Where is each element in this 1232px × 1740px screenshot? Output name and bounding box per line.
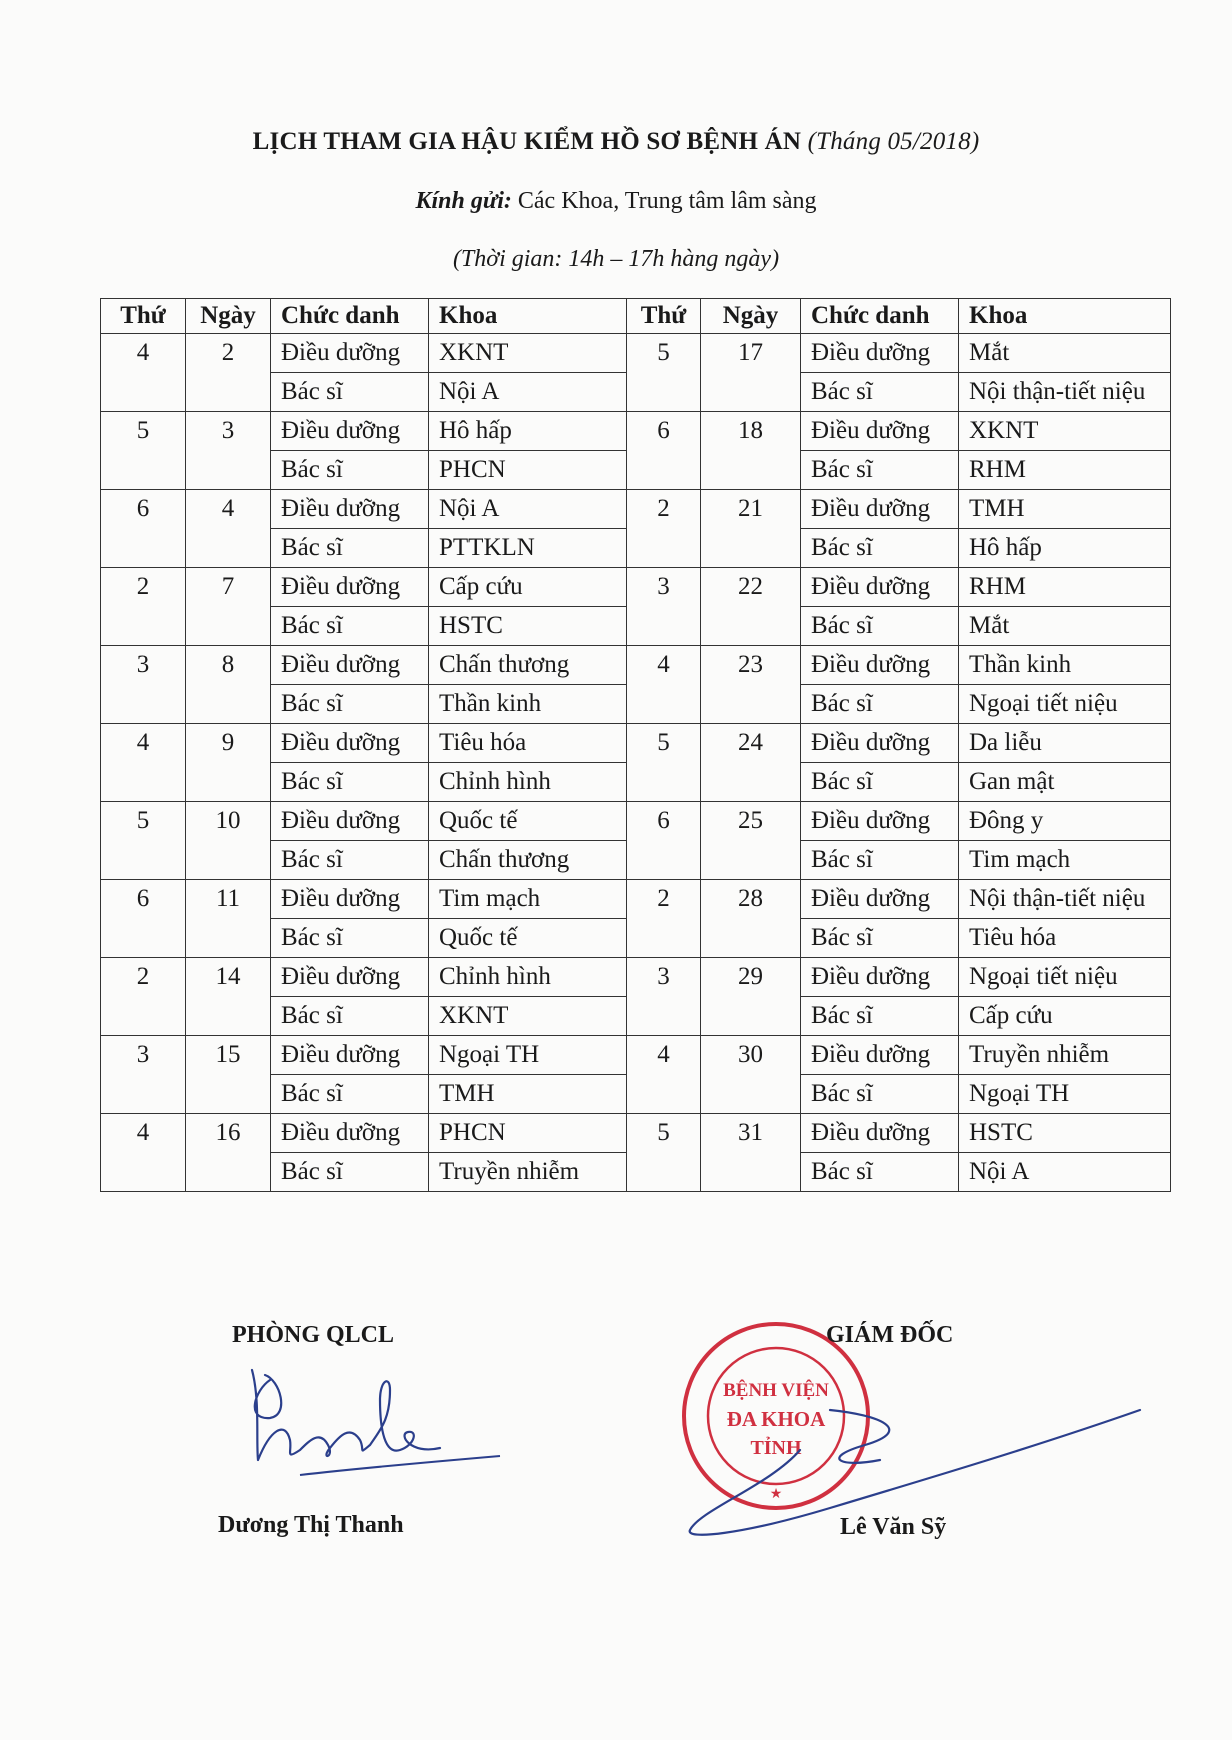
cell-khoa: Nội thận-tiết niệu xyxy=(959,373,1171,412)
cell-khoa: Quốc tế xyxy=(429,802,627,841)
document-title xyxy=(0,128,1232,156)
cell-khoa: Ngoại TH xyxy=(429,1036,627,1075)
cell-role: Bác sĩ xyxy=(801,1075,959,1114)
cell-ngay: 15 xyxy=(186,1036,271,1114)
cell-ngay: 8 xyxy=(186,646,271,724)
cell-khoa: Hô hấp xyxy=(959,529,1171,568)
cell-khoa: HSTC xyxy=(959,1114,1171,1153)
cell-khoa: Tiêu hóa xyxy=(429,724,627,763)
cell-thu: 5 xyxy=(101,412,186,490)
recipient-line xyxy=(0,188,1232,215)
cell-ngay: 18 xyxy=(701,412,801,490)
cell-khoa: RHM xyxy=(959,451,1171,490)
cell-khoa: Nội A xyxy=(959,1153,1171,1192)
table-row xyxy=(101,802,1171,841)
cell-thu: 3 xyxy=(627,958,701,1036)
recipient-label: Kính gửi: xyxy=(415,188,512,214)
cell-thu: 6 xyxy=(101,880,186,958)
cell-role: Bác sĩ xyxy=(801,1153,959,1192)
cell-thu: 2 xyxy=(101,568,186,646)
cell-khoa: Chấn thương xyxy=(429,646,627,685)
cell-ngay: 9 xyxy=(186,724,271,802)
cell-role: Điều dưỡng xyxy=(271,880,429,919)
cell-ngay: 21 xyxy=(701,490,801,568)
cell-role: Điều dưỡng xyxy=(801,1036,959,1075)
cell-role: Điều dưỡng xyxy=(801,568,959,607)
cell-role: Điều dưỡng xyxy=(801,412,959,451)
cell-role: Bác sĩ xyxy=(271,607,429,646)
cell-khoa: Tim mạch xyxy=(959,841,1171,880)
cell-role: Điều dưỡng xyxy=(271,724,429,763)
cell-thu: 4 xyxy=(101,724,186,802)
cell-khoa: Ngoại tiết niệu xyxy=(959,958,1171,997)
cell-thu: 5 xyxy=(627,1114,701,1192)
cell-ngay: 11 xyxy=(186,880,271,958)
cell-ngay: 31 xyxy=(701,1114,801,1192)
handwritten-signature-left xyxy=(240,1360,510,1480)
cell-role: Điều dưỡng xyxy=(271,802,429,841)
cell-khoa: PHCN xyxy=(429,451,627,490)
cell-ngay: 16 xyxy=(186,1114,271,1192)
cell-khoa: Đông y xyxy=(959,802,1171,841)
cell-ngay: 17 xyxy=(701,334,801,412)
cell-thu: 6 xyxy=(627,412,701,490)
cell-thu: 2 xyxy=(101,958,186,1036)
seal-line-1: BỆNH VIỆN xyxy=(723,1380,829,1401)
cell-khoa: Nội A xyxy=(429,373,627,412)
cell-role: Bác sĩ xyxy=(801,373,959,412)
cell-role: Bác sĩ xyxy=(801,607,959,646)
table-row xyxy=(101,646,1171,685)
recipient-value: Các Khoa, Trung tâm lâm sàng xyxy=(517,188,817,214)
cell-role: Bác sĩ xyxy=(271,529,429,568)
cell-ngay: 2 xyxy=(186,334,271,412)
cell-role: Điều dưỡng xyxy=(801,880,959,919)
cell-role: Điều dưỡng xyxy=(801,958,959,997)
cell-khoa: XKNT xyxy=(959,412,1171,451)
header-chuc-danh: Chức danh xyxy=(801,299,959,334)
seal-line-3: TỈNH xyxy=(750,1437,802,1459)
cell-khoa: PHCN xyxy=(429,1114,627,1153)
table-row xyxy=(101,490,1171,529)
left-signature-title: PHÒNG QLCL xyxy=(232,1322,395,1348)
cell-thu: 4 xyxy=(101,1114,186,1192)
cell-role: Bác sĩ xyxy=(271,1075,429,1114)
cell-khoa: HSTC xyxy=(429,607,627,646)
cell-thu: 5 xyxy=(101,802,186,880)
cell-khoa: Thần kinh xyxy=(959,646,1171,685)
cell-khoa: Quốc tế xyxy=(429,919,627,958)
cell-role: Bác sĩ xyxy=(271,373,429,412)
header-ngay: Ngày xyxy=(186,299,271,334)
header-khoa: Khoa xyxy=(429,299,627,334)
cell-thu: 6 xyxy=(627,802,701,880)
cell-role: Bác sĩ xyxy=(271,997,429,1036)
header-thu: Thứ xyxy=(101,299,186,334)
cell-khoa: TMH xyxy=(959,490,1171,529)
right-signature-title: GIÁM ĐỐC xyxy=(826,1322,954,1348)
cell-khoa: Cấp cứu xyxy=(959,997,1171,1036)
cell-khoa: Truyền nhiễm xyxy=(429,1153,627,1192)
cell-ngay: 7 xyxy=(186,568,271,646)
cell-khoa: Chấn thương xyxy=(429,841,627,880)
cell-khoa: RHM xyxy=(959,568,1171,607)
cell-ngay: 29 xyxy=(701,958,801,1036)
seal-line-2: ĐA KHOA xyxy=(726,1407,826,1431)
cell-khoa: TMH xyxy=(429,1075,627,1114)
cell-role: Điều dưỡng xyxy=(271,490,429,529)
cell-role: Bác sĩ xyxy=(801,529,959,568)
table-row xyxy=(101,1036,1171,1075)
cell-ngay: 28 xyxy=(701,880,801,958)
cell-role: Bác sĩ xyxy=(271,451,429,490)
cell-khoa: Ngoại tiết niệu xyxy=(959,685,1171,724)
cell-thu: 3 xyxy=(101,646,186,724)
cell-khoa: Da liễu xyxy=(959,724,1171,763)
table-row xyxy=(101,412,1171,451)
cell-khoa: XKNT xyxy=(429,334,627,373)
cell-thu: 5 xyxy=(627,724,701,802)
cell-role: Bác sĩ xyxy=(271,919,429,958)
cell-ngay: 22 xyxy=(701,568,801,646)
cell-khoa: Nội A xyxy=(429,490,627,529)
cell-role: Bác sĩ xyxy=(271,763,429,802)
table-row xyxy=(101,334,1171,373)
cell-role: Điều dưỡng xyxy=(801,802,959,841)
cell-ngay: 4 xyxy=(186,490,271,568)
cell-ngay: 23 xyxy=(701,646,801,724)
cell-ngay: 24 xyxy=(701,724,801,802)
cell-ngay: 14 xyxy=(186,958,271,1036)
cell-role: Bác sĩ xyxy=(801,685,959,724)
cell-thu: 6 xyxy=(101,490,186,568)
table-row xyxy=(101,880,1171,919)
cell-role: Điều dưỡng xyxy=(801,1114,959,1153)
cell-role: Bác sĩ xyxy=(271,685,429,724)
cell-thu: 2 xyxy=(627,490,701,568)
cell-khoa: Cấp cứu xyxy=(429,568,627,607)
cell-thu: 4 xyxy=(101,334,186,412)
cell-khoa: Truyền nhiễm xyxy=(959,1036,1171,1075)
cell-thu: 4 xyxy=(627,646,701,724)
cell-role: Điều dưỡng xyxy=(801,724,959,763)
cell-role: Bác sĩ xyxy=(801,997,959,1036)
cell-khoa: Gan mật xyxy=(959,763,1171,802)
header-khoa: Khoa xyxy=(959,299,1171,334)
cell-role: Bác sĩ xyxy=(801,919,959,958)
cell-role: Bác sĩ xyxy=(801,841,959,880)
table-row xyxy=(101,568,1171,607)
cell-khoa: Tiêu hóa xyxy=(959,919,1171,958)
cell-role: Bác sĩ xyxy=(801,763,959,802)
table-header-row xyxy=(101,299,1171,334)
cell-thu: 3 xyxy=(627,568,701,646)
cell-role: Điều dưỡng xyxy=(271,568,429,607)
cell-role: Điều dưỡng xyxy=(801,646,959,685)
cell-khoa: Nội thận-tiết niệu xyxy=(959,880,1171,919)
cell-khoa: Mắt xyxy=(959,334,1171,373)
cell-role: Điều dưỡng xyxy=(271,958,429,997)
title-month: (Tháng 05/2018) xyxy=(807,128,980,155)
cell-khoa: Hô hấp xyxy=(429,412,627,451)
cell-khoa: PTTKLN xyxy=(429,529,627,568)
cell-role: Điều dưỡng xyxy=(271,1114,429,1153)
cell-thu: 4 xyxy=(627,1036,701,1114)
cell-role: Điều dưỡng xyxy=(271,334,429,373)
cell-role: Điều dưỡng xyxy=(801,334,959,373)
schedule-body xyxy=(101,334,1171,1192)
cell-role: Điều dưỡng xyxy=(271,646,429,685)
cell-khoa: Chỉnh hình xyxy=(429,763,627,802)
cell-role: Bác sĩ xyxy=(271,1153,429,1192)
cell-ngay: 3 xyxy=(186,412,271,490)
cell-role: Điều dưỡng xyxy=(271,412,429,451)
cell-khoa: Tim mạch xyxy=(429,880,627,919)
table-row xyxy=(101,1114,1171,1153)
left-signer-name: Dương Thị Thanh xyxy=(218,1512,404,1538)
cell-khoa: XKNT xyxy=(429,997,627,1036)
cell-thu: 5 xyxy=(627,334,701,412)
cell-khoa: Mắt xyxy=(959,607,1171,646)
title-text: LỊCH THAM GIA HẬU KIỂM HỒ SƠ BỆNH ÁN xyxy=(252,128,802,155)
cell-role: Bác sĩ xyxy=(271,841,429,880)
cell-role: Điều dưỡng xyxy=(801,490,959,529)
cell-khoa: Chỉnh hình xyxy=(429,958,627,997)
cell-role: Điều dưỡng xyxy=(271,1036,429,1075)
cell-thu: 2 xyxy=(627,880,701,958)
header-thu: Thứ xyxy=(627,299,701,334)
schedule-table xyxy=(100,298,1171,1192)
cell-thu: 3 xyxy=(101,1036,186,1114)
cell-khoa: Thần kinh xyxy=(429,685,627,724)
cell-ngay: 10 xyxy=(186,802,271,880)
cell-role: Bác sĩ xyxy=(801,451,959,490)
seal-star-icon: ★ xyxy=(769,1487,783,1502)
time-note: (Thời gian: 14h – 17h hàng ngày) xyxy=(452,246,780,272)
cell-khoa: Ngoại TH xyxy=(959,1075,1171,1114)
cell-ngay: 25 xyxy=(701,802,801,880)
header-ngay: Ngày xyxy=(701,299,801,334)
table-row xyxy=(101,724,1171,763)
right-signer-name: Lê Văn Sỹ xyxy=(840,1514,947,1540)
table-row xyxy=(101,958,1171,997)
cell-ngay: 30 xyxy=(701,1036,801,1114)
header-chuc-danh: Chức danh xyxy=(271,299,429,334)
